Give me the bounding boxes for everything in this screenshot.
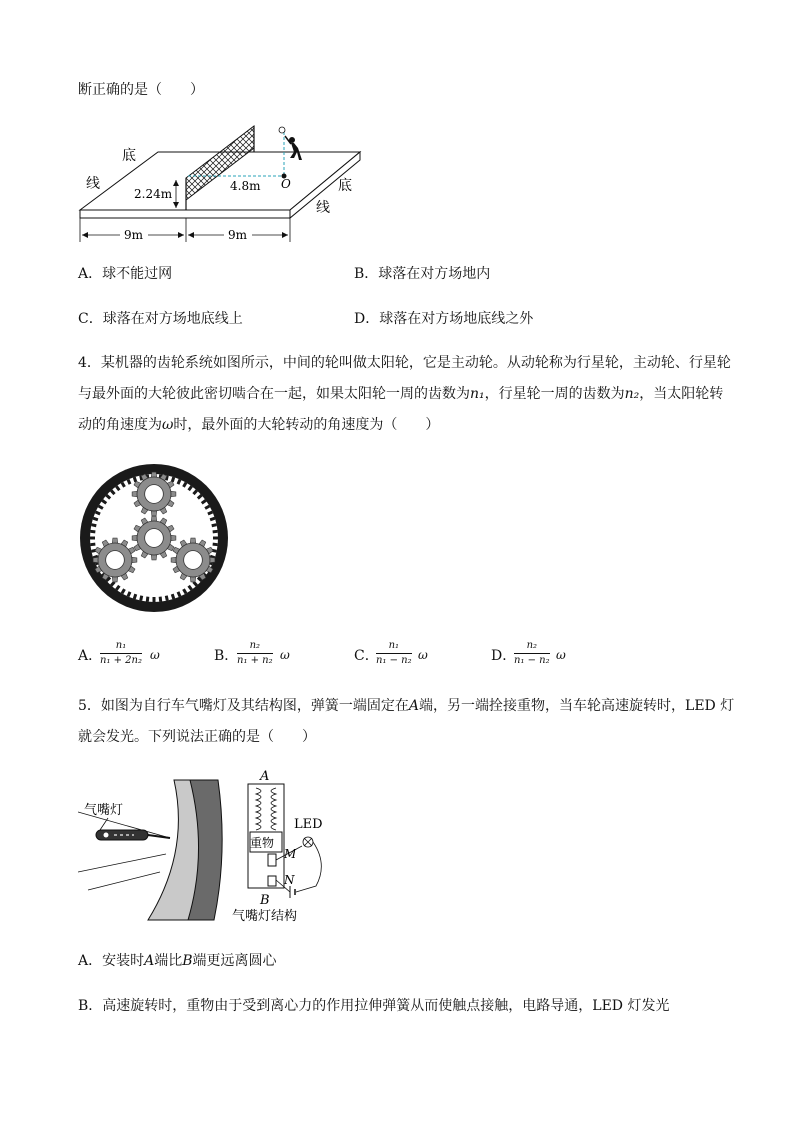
- ring-tooth: [90, 531, 95, 532]
- label-di-left: 底: [122, 148, 136, 164]
- q3-option-d: D．球落在对方场地底线之外: [354, 311, 534, 327]
- label-lamp: 气嘴灯: [84, 803, 124, 818]
- ring-tooth: [212, 525, 217, 526]
- q5-stem-line2: 就会发光。下列说法正确的是（ ）: [78, 729, 316, 745]
- ring-tooth: [172, 594, 174, 599]
- q4-option-c-label: C．: [354, 648, 379, 664]
- q4-option-d-label: D．: [491, 648, 517, 664]
- q4-option-d-frac: n₂ n₁ − n₂: [514, 640, 550, 666]
- q3-option-b: B．球落在对方场地内: [354, 266, 491, 282]
- label-9m-right: 9m: [228, 228, 248, 242]
- ring-tooth: [141, 596, 142, 601]
- ring-tooth: [213, 544, 218, 545]
- label-led: LED: [294, 817, 323, 832]
- ring-tooth: [91, 525, 96, 526]
- label-B: B: [260, 893, 270, 908]
- ring-tooth: [147, 597, 148, 602]
- q4-option-a-label: A．: [78, 648, 103, 664]
- q5-option-b: B．高速旋转时，重物由于受到离心力的作用拉伸弹簧从而使触点接触，电路导通，LED 灯发光: [78, 998, 670, 1014]
- ring-tooth: [96, 512, 101, 514]
- q5-stem-line1: 5．如图为自行车气嘴灯及其结构图，弹簧一端固定在A端，另一端拴接重物，当车轮高速旋转时，LED 灯: [78, 698, 735, 714]
- q4-stem-line1: 4．某机器的齿轮系统如图所示，中间的轮叫做太阳轮，它是主动轮。从动轮称为行星轮，主动轮、行星轮: [78, 355, 731, 371]
- ring-tooth: [134, 477, 136, 482]
- ring-tooth: [134, 594, 136, 599]
- label-O: O: [281, 177, 291, 191]
- ring-tooth: [160, 597, 161, 602]
- ring-tooth: [128, 480, 130, 485]
- label-di-right: 底: [338, 178, 352, 194]
- q4-option-c-frac: n₁ n₁ − n₂: [376, 640, 412, 666]
- ball-icon: [279, 127, 285, 133]
- q4-option-c-omega: ω: [418, 648, 428, 662]
- label-net-height: 2.24m: [134, 187, 173, 201]
- ring-tooth: [93, 518, 98, 520]
- q3-option-a: A．球不能过网: [78, 266, 173, 282]
- q4-option-b-label: B．: [214, 648, 239, 664]
- ring-tooth: [90, 544, 95, 545]
- q4-stem-line2: 与最外面的大轮彼此密切啮合在一起，如果太阳轮一周的齿数为n₁，行星轮一周的齿数为n₂，当太阳轮转: [78, 386, 724, 402]
- label-A: A: [260, 769, 270, 784]
- label-xian-left: 线: [86, 176, 100, 192]
- label-xian-right: 线: [316, 200, 330, 216]
- label-weight: 重物: [250, 836, 275, 850]
- ring-tooth: [178, 480, 180, 485]
- ring-tooth: [210, 518, 215, 520]
- ring-tooth: [213, 531, 218, 532]
- figure-caption: 气嘴灯结构: [232, 909, 298, 924]
- ring-tooth: [128, 592, 130, 597]
- ring-tooth: [178, 592, 180, 597]
- q3-court-figure: [78, 118, 378, 248]
- q4-option-d-omega: ω: [556, 648, 566, 662]
- label-dist: 4.8m: [230, 179, 261, 193]
- q5-wheel-figure: [78, 772, 228, 922]
- q4-option-a-omega: ω: [150, 648, 160, 662]
- q5-option-a: A．安装时A端比B端更远离圆心: [78, 953, 277, 969]
- label-M: M: [284, 847, 297, 861]
- label-N: N: [284, 873, 295, 887]
- q4-option-a-frac: n₁ n₁ + 2n₂: [100, 640, 142, 666]
- label-9m-left: 9m: [124, 228, 144, 242]
- q4-stem-line3: 动的角速度为ω时，最外面的大轮转动的角速度为（ ）: [78, 417, 440, 433]
- q4-option-b-omega: ω: [280, 648, 290, 662]
- q4-gear-figure: [78, 462, 230, 614]
- ring-tooth: [166, 596, 167, 601]
- ring-tooth: [172, 477, 174, 482]
- ring-tooth: [208, 512, 213, 514]
- q3-option-c: C．球落在对方场地底线上: [78, 311, 243, 327]
- q5-structure-figure: [230, 768, 340, 928]
- q4-option-b-frac: n₂ n₁ + n₂: [237, 640, 273, 666]
- q3-stem-tail: 断正确的是（ ）: [78, 82, 204, 98]
- court-edge: [80, 210, 290, 218]
